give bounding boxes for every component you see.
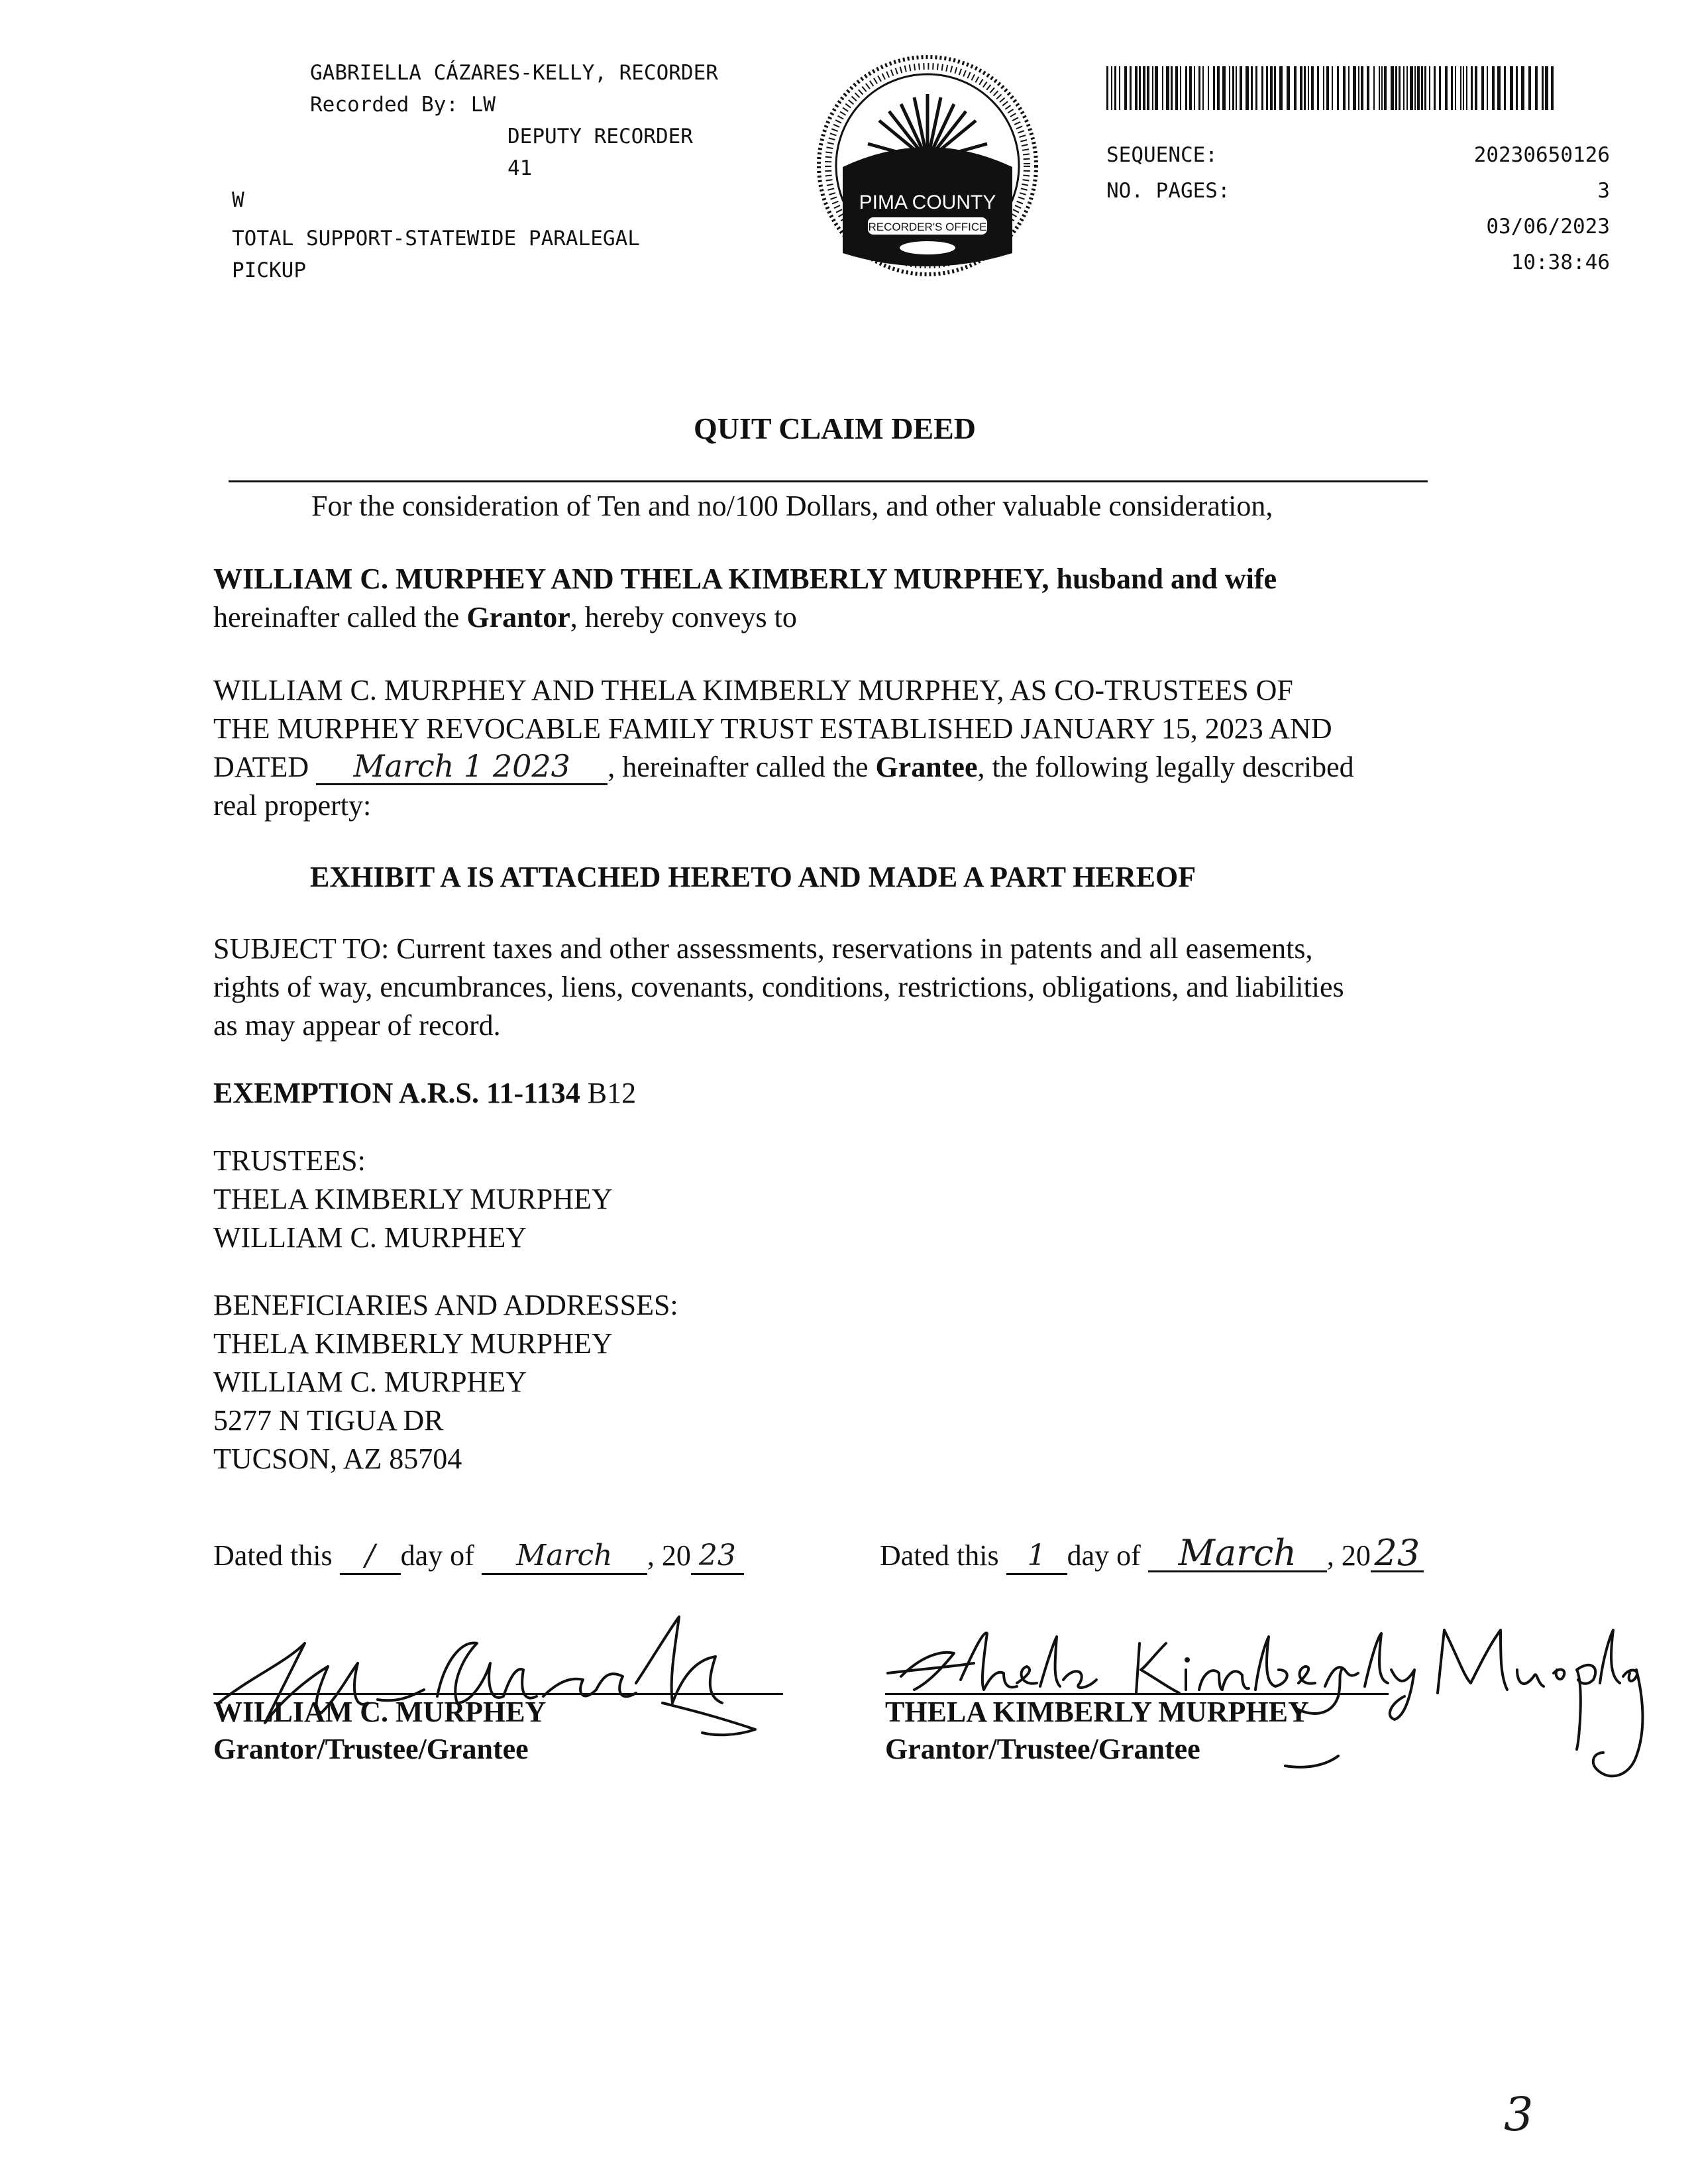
barcode-bar [1208,66,1209,110]
grantor-text-b: , hereby conveys to [570,601,797,633]
grantee-line-2: THE MURPHEY REVOCABLE FAMILY TRUST ESTABLISHED JANUARY 15, 2023 AND [213,712,1332,745]
barcode-icon [1106,66,1557,110]
pages-label: NO. PAGES: [1106,179,1230,203]
recording-date: 03/06/2023 [1486,215,1610,239]
barcode-bar [1504,66,1506,110]
left-day-of: day of [400,1539,474,1572]
recorder-seal-icon [816,54,1039,277]
barcode-bar [1304,66,1306,110]
barcode-bar [1545,66,1548,110]
recording-time: 10:38:46 [1510,250,1610,274]
barcode-bar [1510,66,1513,110]
barcode-bar [1358,66,1359,110]
barcode-bar [1114,66,1116,110]
barcode-bar [1379,66,1380,110]
grantor-word: Grantor [466,601,570,633]
barcode-bar [1403,66,1404,110]
barcode-bar [1410,66,1413,110]
grantor-names: WILLIAM C. MURPHEY AND THELA KIMBERLY MURPHEY, husband and wife [213,563,1277,595]
beneficiary-address-street: 5277 N TIGUA DR [213,1404,444,1437]
barcode-bar [1414,66,1416,110]
right-day-of: day of [1067,1539,1141,1572]
barcode-bar [1492,66,1495,110]
left-year-handwritten: 23 [691,1539,744,1575]
barcode-bar [1528,66,1531,110]
barcode-bar [1381,66,1383,110]
barcode-bar [1445,66,1448,110]
barcode-bar [1542,66,1544,110]
barcode-bar [1229,66,1230,110]
barcode-bar [1463,66,1464,110]
barcode-bar [1353,66,1356,110]
grantor-clause [213,598,1499,637]
barcode-bar [1147,66,1149,110]
submitter-line-2: PICKUP [232,258,306,283]
barcode-bar [1300,66,1302,110]
barcode-bar [1135,66,1138,110]
barcode-bar [1171,66,1173,110]
page-number-handwritten: 3 [1504,2087,1534,2142]
right-signer-name: THELA KIMBERLY MURPHEY [885,1696,1309,1728]
barcode-bar [1274,66,1276,110]
barcode-bar [1139,66,1141,110]
recorder-header [232,57,718,286]
left-day-handwritten: / [340,1539,401,1575]
beneficiary-address-city: TUCSON, AZ 85704 [213,1443,462,1475]
grantor-text-a: hereinafter called the [213,601,467,633]
barcode-bar [1246,66,1249,110]
exhibit-statement: EXHIBIT A IS ATTACHED HERETO AND MADE A PART HEREOF [310,861,1196,893]
barcode-bar [1119,66,1120,110]
barcode-bar [1194,66,1195,110]
barcode-bar [1166,66,1169,110]
left-signer-role: Grantor/Trustee/Grantee [213,1733,529,1765]
left-signer-name: WILLIAM C. MURPHEY [213,1696,547,1728]
barcode-bar [1152,66,1153,110]
seal-text-2: RECORDER'S OFFICE [868,221,987,233]
barcode-bar [1124,66,1127,110]
barcode-bar [1373,66,1375,110]
barcode-bar [1348,66,1350,110]
recorder-name: GABRIELLA CÁZARES-KELLY, RECORDER [310,61,718,85]
barcode-bar [1361,66,1363,110]
right-year-prefix: , 20 [1326,1539,1371,1572]
left-dated-this: Dated this [213,1539,333,1572]
right-day-handwritten: 1 [1006,1539,1067,1575]
subject-line-1: SUBJECT TO: Current taxes and other assessments, reservations in patents and all easements, [213,932,1313,965]
barcode-bar [1311,66,1314,110]
pages-row [1106,175,1610,211]
deputy-title: DEPUTY RECORDER [507,125,693,149]
subject-line-2: rights of way, encumbrances, liens, covenants, conditions, restrictions, obligations, and liabilities [213,971,1344,1003]
barcode-bar [1323,66,1324,110]
barcode-bar [1391,66,1394,110]
beneficiary-item: WILLIAM C. MURPHEY [213,1366,527,1398]
deputy-number: 41 [507,156,533,181]
beneficiary-item: THELA KIMBERLY MURPHEY [213,1327,613,1360]
barcode-bar [1198,66,1200,110]
barcode-bar [1155,66,1158,110]
pages-value: 3 [1597,179,1610,203]
recording-info [1106,139,1610,278]
barcode-bar [1434,66,1436,110]
barcode-bar [1202,66,1204,110]
document-body [213,487,1499,1478]
grantee-line-3 [213,748,1499,787]
barcode-bar [1535,66,1538,110]
barcode-bar [1175,66,1178,110]
sequence-label: SEQUENCE: [1106,143,1218,167]
barcode-bar [1255,66,1257,110]
grantee-line-1: WILLIAM C. MURPHEY AND THELA KIMBERLY MURPHEY, AS CO-TRUSTEES OF [213,674,1293,706]
right-dated-line [880,1532,1424,1576]
barcode-bar [1471,66,1473,110]
barcode-bar [1270,66,1273,110]
exemption-code: B12 [580,1077,637,1109]
consideration-text: For the consideration of Ten and no/100 Dollars, and other valuable consideration, [311,490,1273,522]
right-signer-block [885,1694,1309,1768]
barcode-bar [1466,66,1467,110]
barcode-bar [1213,66,1215,110]
trustee-item: THELA KIMBERLY MURPHEY [213,1183,613,1215]
barcode-bar [1451,66,1453,110]
exemption-line [213,1074,1499,1113]
barcode-bar [1455,66,1456,110]
grantee-text-a: , hereinafter called the [608,751,876,783]
barcode-bar [1143,66,1145,110]
barcode-bar [1424,66,1426,110]
beneficiaries-heading: BENEFICIARIES AND ADDRESSES: [213,1289,678,1321]
barcode-bar [1180,66,1181,110]
barcode-bar [1399,66,1401,110]
barcode-bar [1417,66,1420,110]
barcode-bar [1421,66,1423,110]
barcode-bar [1497,66,1501,110]
subject-line-3: as may appear of record. [213,1009,501,1042]
barcode-bar [1130,66,1132,110]
barcode-bar [1222,66,1226,110]
barcode-bar [1251,66,1253,110]
barcode-bar [1106,66,1108,110]
left-signer-block [213,1694,546,1768]
barcode-bar [1317,66,1319,110]
barcode-bar [1261,66,1263,110]
seal-text-1: PIMA COUNTY [859,191,996,213]
barcode-bar [1337,66,1339,110]
left-dated-line [213,1536,744,1576]
w-mark: W [232,188,244,213]
barcode-bar [1232,66,1234,110]
sequence-value: 20230650126 [1473,143,1610,167]
barcode-bar [1326,66,1329,110]
barcode-bar [1308,66,1309,110]
barcode-bar [1460,66,1461,110]
barcode-bar [1384,66,1387,110]
barcode-bar [1266,66,1268,110]
barcode-bar [1287,66,1290,110]
barcode-bar [1236,66,1237,110]
exemption-statute: EXEMPTION A.R.S. 11-1134 [213,1077,580,1109]
barcode-bar [1367,66,1369,110]
grantee-line-4: real property: [213,789,372,822]
barcode-bar [1185,66,1187,110]
barcode-bar [1487,66,1488,110]
recorded-by: Recorded By: LW [310,93,496,117]
trustee-item: WILLIAM C. MURPHEY [213,1221,527,1254]
barcode-bar [1439,66,1441,110]
trust-date-handwritten: March 1 2023 [316,749,608,785]
barcode-bar [1343,66,1346,110]
right-signer-role: Grantor/Trustee/Grantee [885,1733,1200,1765]
submitter-line-1: TOTAL SUPPORT-STATEWIDE PARALEGAL [232,227,640,251]
left-year-prefix: , 20 [647,1539,691,1572]
barcode-bar [1429,66,1430,110]
barcode-bar [1240,66,1242,110]
grantee-word: Grantee [875,751,978,783]
title-rule [229,480,1428,482]
barcode-bar [1395,66,1397,110]
trustees-heading: TRUSTEES: [213,1144,366,1177]
grantee-text-b: , the following legally described [977,751,1354,783]
barcode-bar [1279,66,1283,110]
right-dated-this: Dated this [880,1539,999,1572]
barcode-bar [1111,66,1112,110]
sequence-row [1106,139,1610,175]
barcode-bar [1217,66,1220,110]
barcode-bar [1481,66,1484,110]
right-year-handwritten: 23 [1371,1536,1424,1572]
barcode-bar [1406,66,1408,110]
barcode-bar [1521,66,1524,110]
barcode-bar [1162,66,1163,110]
barcode-bar [1294,66,1297,110]
barcode-bar [1475,66,1477,110]
document-title: QUIT CLAIM DEED [694,411,976,445]
barcode-bar [1189,66,1192,110]
barcode-bar [1332,66,1333,110]
right-month-handwritten: March [1148,1536,1327,1572]
barcode-bar [1551,66,1554,110]
dated-word: DATED [213,751,309,783]
barcode-bar [1516,66,1518,110]
left-month-handwritten: March [482,1539,647,1575]
